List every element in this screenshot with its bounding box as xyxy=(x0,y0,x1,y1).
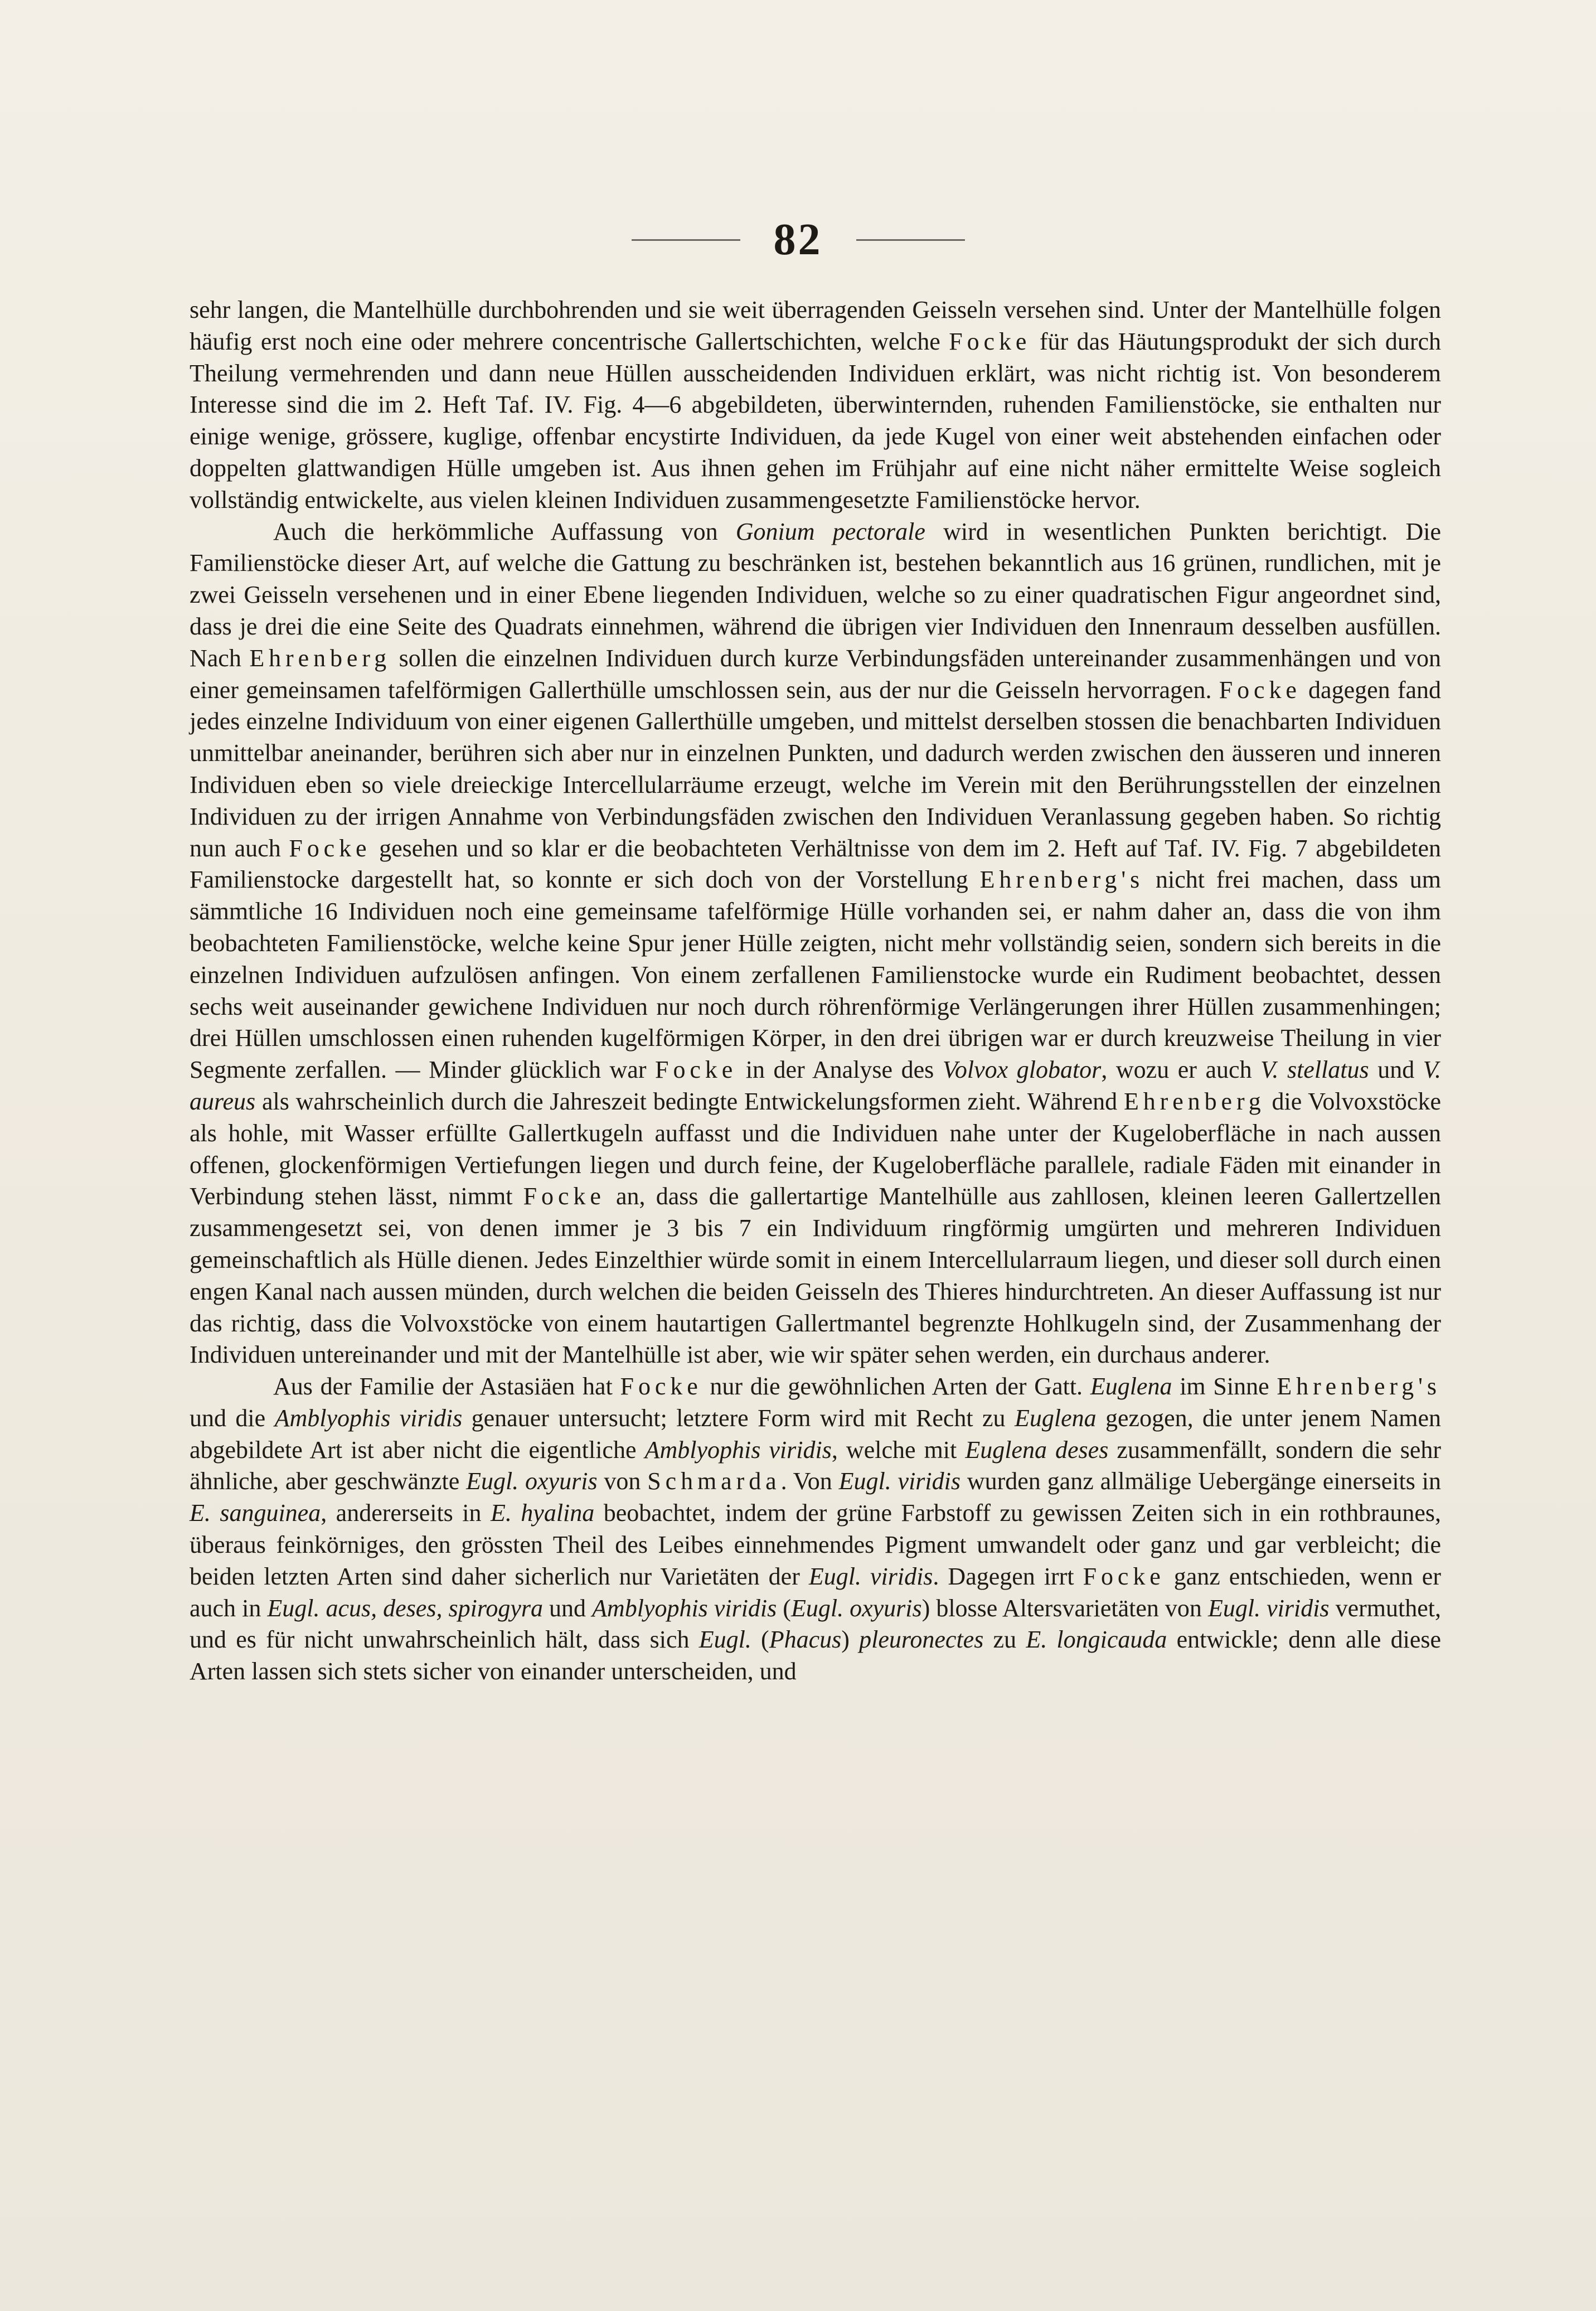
header-rule-left xyxy=(632,239,740,241)
taxon-name: Amblyophis viridis xyxy=(644,1436,832,1464)
page-header xyxy=(0,209,1596,270)
taxon-name: E. hyalina xyxy=(490,1499,595,1527)
body-text xyxy=(190,294,1441,1688)
page-number: 82 xyxy=(773,215,823,264)
text-segment: an, dass die gallertartige Mantelhülle aus zahllosen, kleinen leeren Gallertzellen zusammengesetzt sei, von denen immer je 3 bis 7 ein Individuum ringförmig umgürten und mehreren Individuen gemeinschaftlich als Hülle dienen. Jedes Einzelthier würde somit in einem Intercellularraum liegen, und dieser soll durch einen engen Kanal nach aussen münden, durch welchen die beiden Geisseln des Thieres hindurchtreten. An dieser Auffassung ist nur das richtig, dass die Volvoxstöcke von einem hautartigen Gallertmantel begrenzte Hohlkugeln sind, der Zusammenhang der Individuen untereinander und mit der Mantelhülle ist aber, wie wir später sehen werden, ein durchaus anderer. xyxy=(190,1183,1441,1369)
text-segment: . Dagegen irrt xyxy=(933,1562,1083,1590)
author-name: Schmarda xyxy=(647,1467,781,1495)
taxon-name: Eugl. oxyuris xyxy=(466,1467,598,1495)
header-rule-right xyxy=(856,239,965,241)
text-segment: Auch die herkömmliche Auffassung von xyxy=(273,517,736,545)
text-segment: . Von xyxy=(780,1467,839,1495)
author-name: Focke xyxy=(949,327,1031,355)
taxon-name: E. sanguinea xyxy=(190,1499,321,1527)
text-segment: , andererseits in xyxy=(321,1499,491,1527)
taxon-name: Volvox globator xyxy=(942,1056,1102,1084)
text-segment: zusammenfällt, sondern die sehr ähnliche, aber geschwänzte xyxy=(190,1436,1442,1495)
text-segment: entwickle; denn alle diese Arten lassen sich stets sicher von einander unterscheiden, und xyxy=(190,1626,1442,1685)
text-segment: die Volvoxstöcke als hohle, mit Wasser erfüllte Gallertkugeln auffasst und die Individuen nahe unter der Kugeloberfläche in nach aussen offenen, glockenförmigen Vertiefungen liegen und durch feine, der Kugeloberfläche parallele, radiale Fäden mit einander in Verbindung stehen lässt, nimmt xyxy=(190,1087,1441,1210)
taxon-name: Euglena deses xyxy=(965,1436,1109,1464)
taxon-name: Eugl. viridis xyxy=(1207,1594,1330,1622)
taxon-name: pleuronectes xyxy=(859,1626,984,1654)
text-segment: als wahrscheinlich durch die Jahreszeit bedingte Entwickelungsformen zieht. Während xyxy=(255,1087,1124,1115)
text-segment: sollen die einzelnen Individuen durch kurze Verbindungsfäden untereinander zusammenhängen und von einer gemeinsamen tafelförmigen Gallerthülle umschlossen sein, aus der nur die Geisseln hervorragen. xyxy=(190,644,1441,704)
text-segment: zu xyxy=(983,1626,1026,1654)
author-name: Focke xyxy=(1083,1562,1165,1590)
text-segment: genauer untersucht; letztere Form wird mit Recht zu xyxy=(462,1404,1015,1432)
paragraph xyxy=(190,1371,1441,1688)
text-segment: beobachtet, indem der grüne Farbstoff zu gewissen Zeiten sich in ein rothbraunes, überaus feinkörniges, den grössten Theil des Leibes einnehmendes Pigment umwandelt oder ganz und gar verbleicht; die beiden letzten Arten sind daher sicherlich nur Varietäten der xyxy=(190,1499,1442,1590)
author-name: Ehrenberg's xyxy=(979,866,1144,894)
text-segment: ( xyxy=(777,1594,791,1622)
taxon-name: Eugl. xyxy=(698,1626,751,1654)
taxon-name: Phacus xyxy=(769,1626,842,1654)
text-segment: im Sinne xyxy=(1172,1373,1277,1401)
author-name: Focke xyxy=(523,1183,605,1210)
text-segment: und die xyxy=(190,1404,275,1432)
author-name: Ehrenberg xyxy=(1123,1087,1265,1115)
taxon-name: Euglena xyxy=(1014,1404,1097,1432)
taxon-name: Euglena xyxy=(1090,1373,1172,1401)
text-segment: wird in wesentlichen Punkten berichtigt. Die Familienstöcke dieser Art, auf welche die Gattung zu beschränken ist, bestehen bekanntlich aus 16 grünen, rundlichen, mit je zwei Geisseln versehenen und in einer Ebene liegenden Individuen, welche so zu einer quadratischen Figur angeordnet sind, dass je drei die eine Seite des Quadrats einnehmen, während die übrigen vier Individuen den Innenraum desselben ausfüllen. Nach xyxy=(190,517,1441,672)
text-segment: für das Häutungsprodukt der sich durch Theilung vermehrenden und dann neue Hüllen ausscheidenden Individuen erklärt, was nicht richtig ist. Von besonderem Interesse sind die im 2. Heft Taf. IV. Fig. 4—6 abgebildeten, überwinternden, ruhenden Familienstöcke, sie enthalten nur einige wenige, grössere, kuglige, offenbar encystirte Individuen, da jede Kugel von einer weit abstehenden einfachen oder doppelten glattwandigen Hülle umgeben ist. Aus ihnen gehen im Frühjahr auf eine nicht näher ermittelte Weise sogleich vollständig entwickelte, aus vielen kleinen Individuen zusammengesetzte Familienstöcke hervor. xyxy=(190,327,1442,513)
text-segment: Aus der Familie der Astasiäen hat xyxy=(273,1373,620,1401)
taxon-name: Eugl. viridis xyxy=(838,1467,960,1495)
paragraph xyxy=(190,294,1441,516)
taxon-name: Eugl. acus, deses, spirogyra xyxy=(267,1594,543,1622)
author-name: Focke xyxy=(1219,676,1301,704)
text-segment: , welche mit xyxy=(831,1436,966,1464)
taxon-name: Eugl. viridis xyxy=(808,1562,933,1590)
text-segment: sehr langen, die Mantelhülle durchbohrenden und sie weit überragenden Geisseln versehen sind. Unter der Mantelhülle folgen häufig erst noch eine oder mehrere concentrische Gallertschichten, welche xyxy=(190,296,1441,355)
text-segment: ) blosse Altersvarietäten von xyxy=(921,1594,1208,1622)
author-name: Ehrenberg xyxy=(249,644,391,672)
text-segment: ( xyxy=(751,1626,769,1654)
text-segment: vermuthet, und es für nicht unwahrscheinlich hält, dass sich xyxy=(190,1594,1441,1654)
text-segment: nicht frei machen, dass um sämmtliche 16 Individuen noch eine gemeinsame tafelförmige Hülle vorhanden sei, er nahm daher an, dass die von ihm beobachteten Familienstöcke, welche keine Spur jener Hülle zeigten, nicht mehr vollständig seien, sondern sich bereits in die einzelnen Individuen aufzulösen anfingen. Von einem zerfallenen Familienstocke wurde ein Rudiment beobachtet, dessen sechs weit auseinander gewichene Individuen nur noch durch röhrenförmige Verlängerungen ihrer Hüllen zusammenhingen; drei Hüllen umschlossen einen ruhenden kugelförmigen Körper, in den drei übrigen war er durch kreuzweise Theilung in vier Segmente zerfallen. — Minder glücklich war xyxy=(190,866,1441,1084)
text-segment: ) xyxy=(841,1626,860,1654)
text-segment: gesehen und so klar er die beobachteten Verhältnisse von dem im 2. Heft auf Taf. IV. Fig. 7 abgebildeten Familienstocke dargestellt hat, so konnte er sich doch von der Vorstellung xyxy=(190,834,1441,894)
author-name: Ehrenberg's xyxy=(1277,1373,1441,1401)
taxon-name: V. stellatus xyxy=(1260,1056,1369,1084)
text-segment: und xyxy=(1369,1056,1423,1084)
text-segment: in der Analyse des xyxy=(737,1056,943,1084)
taxon-name: Amblyophis viridis xyxy=(274,1404,463,1432)
author-name: Focke xyxy=(289,834,371,862)
text-segment: gezogen, die unter jenem Namen abgebildete Art ist aber nicht die eigentliche xyxy=(190,1404,1441,1464)
paragraph xyxy=(190,516,1441,1372)
text-segment: ganz entschieden, wenn er auch in xyxy=(190,1562,1441,1622)
taxon-name: E. longicauda xyxy=(1026,1626,1167,1654)
taxon-name: Gonium pectorale xyxy=(735,517,925,545)
text-segment: von xyxy=(597,1467,648,1495)
taxon-name: Amblyophis viridis xyxy=(592,1594,777,1622)
taxon-name: V. aureus xyxy=(190,1056,1442,1115)
taxon-name: Eugl. oxyuris xyxy=(790,1594,922,1622)
author-name: Focke xyxy=(620,1373,702,1401)
text-segment: wurden ganz allmälige Uebergänge einerseits in xyxy=(960,1467,1441,1495)
text-segment: nur die gewöhnlichen Arten der Gatt. xyxy=(702,1373,1090,1401)
text-segment: , wozu er auch xyxy=(1101,1056,1261,1084)
author-name: Focke xyxy=(655,1056,738,1084)
text-segment: dagegen fand jedes einzelne Individuum von einer eigenen Gallerthülle umgeben, und mittelst derselben stossen die benachbarten Individuen unmittelbar aneinander, berühren sich aber nur in einzelnen Punkten, und dadurch werden zwischen den äusseren und inneren Individuen eben so viele dreieckige Intercellularräume erzeugt, welche im Verein mit den Berührungsstellen der einzelnen Individuen zu der irrigen Annahme von Verbindungsfäden zwischen den Individuen Veranlassung gegeben haben. So richtig nun auch xyxy=(190,676,1441,862)
text-segment: und xyxy=(542,1594,593,1622)
